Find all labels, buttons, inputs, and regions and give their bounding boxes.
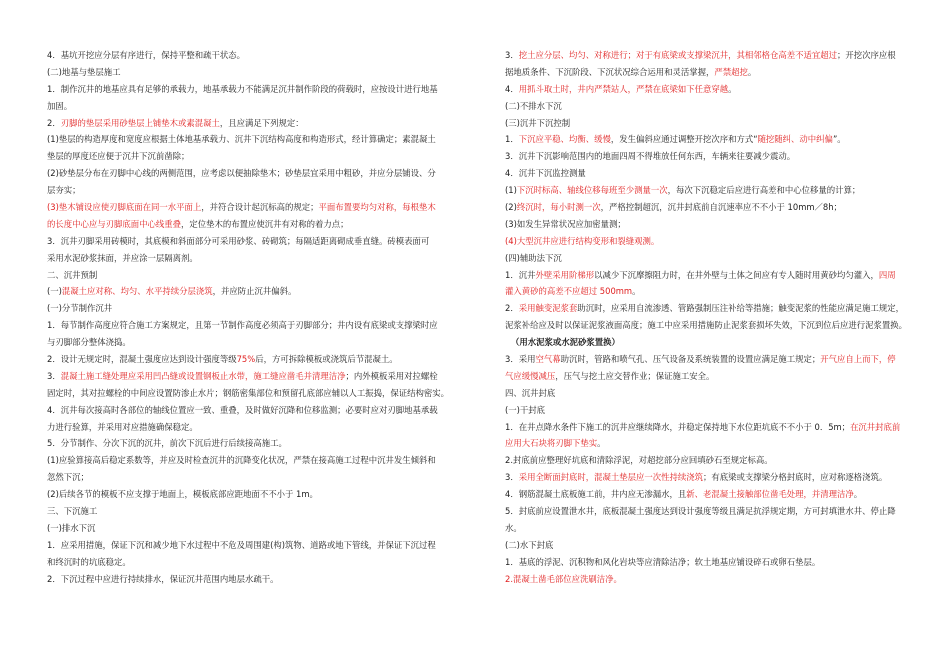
text-segment: (一)干封底 [505,404,546,415]
text-segment: ，并应防止沉井偏斜。 [212,286,297,297]
text-line [505,435,915,452]
highlighted-text: 灌入黄砂的高差不应超过 500mm [505,286,633,297]
text-segment: 助沉时，管路和喷气孔、压气设备及系统装置的设置应满足施工规定； [560,354,821,365]
text-line [47,300,465,317]
text-segment: (二)水下封底 [505,539,554,550]
text-segment: 2．设计无规定时，混凝土强度应达到设计强度等级 [47,354,237,365]
text-line [505,571,915,588]
text-segment: ，压气与挖土应交替作业；保证施工安全。 [555,370,715,381]
text-line [47,182,465,199]
text-segment: 。 [597,438,606,449]
right-column [505,47,915,588]
text-line [505,115,915,132]
text-segment: ，定位垫木的布置应使沉井有对称的着力点； [181,218,349,229]
text-line [505,503,915,520]
text-segment: 5．封底前应设置泄水井，底板混凝土强度达到设计强度等级且满足抗浮规定期，方可封填泄水井、停止降 [505,506,896,517]
text-segment: 。 [747,66,757,77]
text-segment: 2． [505,303,519,314]
text-line [47,199,465,216]
text-segment: 1．应采用措施，保证下沉和减少地下水过程中不危及周围建(构)筑物、道路或地下管线，并保证下沉过程 [47,539,436,550]
highlighted-text: 刃脚的垫层采用砂垫层上铺垫木或素混凝土 [60,117,220,128]
text-line [505,469,915,486]
text-segment: 层夯实； [47,185,81,196]
text-line [47,351,465,368]
text-segment: ；内外模板采用对拉螺栓 [345,370,438,381]
highlighted-text: 的长度中心应与刃脚底面中心线重叠 [47,218,181,229]
text-line [47,402,465,419]
text-segment: 与刃脚部分整体浇捣。 [47,337,131,348]
text-line [47,233,465,250]
text-segment: 2． [47,117,61,128]
text-segment: 忽然下沉； [47,472,89,483]
text-line [505,368,915,385]
text-segment: 4．基坑开挖应分层有序进行，保持平整和疏干状态。 [47,50,245,60]
text-segment: 力进行验算，并采用对应措施确保稳定。 [47,421,198,432]
text-line [47,368,465,385]
text-line [505,402,915,419]
text-segment: 3． [505,50,519,60]
text-segment: 二、沉井预制 [47,269,98,280]
text-line [47,98,465,115]
text-line [505,267,915,284]
text-segment: ，并符合设计起沉标高的规定； [201,202,319,213]
highlighted-text: 外壁采用阶梯形 [535,269,595,280]
text-line [505,199,915,216]
highlighted-text: 终沉时，每小时测一次 [516,202,601,213]
text-line [47,115,465,132]
text-segment: 3．采用 [505,354,536,365]
text-line [47,385,465,402]
text-segment: （用水泥浆或水泥砂浆置换） [511,337,620,348]
highlighted-text: 2.混凝土凿毛部位应洗刷洁净。 [505,573,622,584]
text-segment: ，发生偏斜应通过调整开挖次序和方式“ [610,134,758,145]
text-line [505,452,915,469]
highlighted-text: 气应缓慢减压 [505,370,556,381]
text-segment: 2.封底前应整理好坑底和清除浮泥，对超挖部分应回填砂石至规定标高。 [505,455,773,466]
text-line [47,571,465,588]
highlighted-text: (4)大型沉井应进行结构变形和裂缝观测。 [505,235,660,246]
text-line [47,537,465,554]
text-line [505,81,915,98]
text-line [47,81,465,98]
highlighted-text: 用抓斗取土时，井内严禁站人，严禁在底梁如下任意穿越 [518,83,729,94]
text-segment: 1．制作沉井的地基应具有足够的承载力，地基承载力不能满足沉井制作阶段的荷载时，应按设计进行地基 [47,83,438,94]
text-segment: 5．分节制作、分次下沉的沉井，前次下沉后进行后续接高施工。 [47,438,287,449]
text-segment: 采用水泥砂浆抹面，并应涂一层隔离剂。 [47,252,198,263]
text-segment: 水。 [505,522,522,533]
text-segment: (二)不排水下沉 [505,100,562,111]
text-segment: (一)排水下沉 [47,522,96,533]
text-line [505,486,915,503]
text-segment: (2) [505,202,517,213]
text-line [505,385,915,402]
text-line [505,182,915,199]
text-segment: 。 [853,489,863,500]
text-line [47,216,465,233]
text-segment: 后，方可拆除模板或浇筑后节混凝土。 [255,354,398,365]
highlighted-text: 严禁超挖 [714,66,748,77]
highlighted-text: 平面布置要均匀对称，每根垫木 [318,202,436,213]
text-segment: 3．沉井刃脚采用砖模时，其底模和斜面部分可采用砂浆、砖砌筑；每隔适距离砌成垂直缝。砖模表面可 [47,235,430,246]
text-segment: 加固。 [47,100,73,111]
highlighted-text: 四周 [878,269,896,280]
text-line [505,317,915,334]
text-line [47,419,465,436]
text-segment: 1．基底的浮泥、沉积物和风化岩块等应清除洁净；软土地基应铺设碎石或卵石垫层。 [505,556,821,567]
text-segment: 三、下沉施工 [47,506,98,517]
text-line [505,334,915,351]
text-segment: 以减少下沉摩擦阻力时，在井外壁与土体之间应有专人随时用黄砂均匀灌入， [594,269,879,280]
text-segment: 。 [632,286,641,297]
text-segment: ，严格控制超沉，沉井封底前自沉速率应不不小于 10mm／8h； [600,202,842,213]
text-segment: 1．在井点降水条件下施工的沉井应继续降水，并稳定保持地下水位距坑底不不小于 0．5m； [505,421,851,432]
text-segment: (3)如发生异常状况应加密量测； [505,218,626,229]
text-line [505,283,915,300]
highlighted-text: 下沉时标高、轴线位移每班至少测量一次 [516,185,668,196]
text-line [47,148,465,165]
text-line [47,486,465,503]
text-segment: 1． [505,134,519,145]
text-segment: (一)分节制作沉井 [47,303,113,314]
text-segment: (二)地基与垫层施工 [47,66,121,77]
text-line [47,334,465,351]
highlighted-text: 空气幕 [535,354,561,365]
text-line [505,131,915,148]
text-line [47,64,465,81]
highlighted-text: 下沉应平稳、均衡、缓慢 [518,134,611,145]
text-line [505,520,915,537]
text-segment: (四)辅助法下沉 [505,252,562,263]
highlighted-text: 采用全断面封底时，混凝土垫层应一次性持续浇筑 [518,472,703,483]
highlighted-text: 新、老混凝土接触部位凿毛处理，并清理洁净 [686,489,854,500]
text-line [47,47,465,64]
text-line [505,64,915,81]
highlighted-text: 混凝土施工缝处理应采用凹凸缝或设置钢板止水带，施工缝应凿毛并清理洁净 [60,370,346,381]
left-column [47,47,465,588]
highlighted-text: 在沉井封底前 [850,421,901,432]
text-segment: ，每次下沉稳定后应进行高差和中心位移量的计算； [667,185,861,196]
text-line [47,317,465,334]
text-line [505,250,915,267]
text-line [505,233,915,250]
highlighted-text: 采用触变泥浆套 [518,303,578,314]
text-line [505,98,915,115]
text-segment: (一) [47,286,62,297]
text-segment: 和终沉时的坑底稳定。 [47,556,131,567]
highlighted-text: 挖土应分层、均匀、对称进行；对于有底梁或支撑梁沉井，其相邻格仓高差不适宜超过 [518,50,837,60]
text-line [505,148,915,165]
text-line [505,300,915,317]
text-line [505,554,915,571]
text-segment: 1．沉井 [505,269,536,280]
text-segment: (2)后续各节的模板不应支撑于地面上，模板底部应距地面不不小于 1m。 [47,489,318,500]
highlighted-text: 开气应自上而下，停 [820,354,896,365]
text-line [47,452,465,469]
text-segment: 3． [47,370,61,381]
text-segment: ，且应满足下列规定： [219,117,304,128]
text-segment: 泥浆补给应及时以保证泥浆液面高度；施工中应采用措施防止泥浆套损坏失效，下沉到位后应进行泥浆置换。 [505,320,907,331]
text-line [47,520,465,537]
text-segment: 1．每节制作高度应符合施工方案规定，且第一节制作高度必须高于刃脚部分；井内设有底梁或支撑梁时应 [47,320,438,331]
text-line [505,165,915,182]
text-segment: ”。 [832,134,846,145]
text-segment: (三)沉井下沉控制 [505,117,571,128]
text-segment: 4． [505,83,519,94]
highlighted-text: (3)垫木铺设应使刃脚底面在同一水平面上 [47,202,202,213]
text-segment: 四、沉井封底 [505,387,556,398]
text-segment: 2．下沉过程中应进行持续排水，保证沉井范围内地层水疏干。 [47,573,279,584]
text-segment: (1)垫层的构造厚度和宽度应根据土体地基承载力、沉井下沉结构高度和构造形式，经计算确定；素混凝土 [47,134,436,145]
text-segment: (2)砂垫层分布在刃脚中心线的两侧范围，应考虑以便抽除垫木；砂垫层宜采用中粗砂，并应分层铺设、分 [47,168,436,179]
text-line [47,469,465,486]
text-line [47,503,465,520]
text-line [505,419,915,436]
text-segment: ；有底梁或支撑梁分格封底时，应对称逐格浇筑。 [702,472,888,483]
text-line [505,537,915,554]
text-line [47,165,465,182]
text-line [505,47,915,64]
text-line [47,554,465,571]
text-segment: ；开挖次序应根 [836,50,896,60]
highlighted-text: 随挖随纠、动中纠偏 [757,134,833,145]
text-segment: 据地质条件、下沉阶段、下沉状况综合运用和灵活掌握， [505,66,715,77]
text-line [47,250,465,267]
highlighted-text: 75% [236,354,256,365]
text-segment: 固定时，其对拉螺栓的中间应设置防渗止水片；钢筋密集部位和预留孔底部应辅以人工振捣，保证结构密实。 [47,387,449,398]
text-line [505,216,915,233]
text-segment: 4．沉井每次接高时各部位的轴线位置应一致、重叠，及时做好沉降和位移监测；必要时应对刃脚地基承载 [47,404,438,415]
highlighted-text: 混凝土应对称、均匀、水平持续分层浇筑 [61,286,213,297]
text-line [47,435,465,452]
text-segment: 助沉时，应采用自流渗透、管路强制压注补给等措施；触变泥浆的性能应满足施工规定， [577,303,904,314]
text-segment: 4．钢筋混凝土底板施工前，井内应无渗漏水，且 [505,489,687,500]
text-line [47,131,465,148]
text-segment: (1) [505,185,517,196]
text-segment: 4．沉井下沉监控测量 [505,168,586,179]
text-segment: (1)应验算接高后稳定系数等，并应及时检查沉井的沉降变化状况，严禁在接高施工过程中沉井发生倾斜和 [47,455,436,466]
text-segment: 。 [728,83,737,94]
text-line [47,283,465,300]
text-segment: 3．沉井下沉影响范围内的地面四周不得堆放任何东西，车辆来往要减少震动。 [505,151,796,162]
text-line [47,267,465,284]
text-segment: 3． [505,472,519,483]
highlighted-text: 应用大石块将刃脚下垫实 [505,438,598,449]
text-segment: 垫层的厚度还应便于沉井下沉前凿除； [47,151,190,162]
text-line [505,351,915,368]
